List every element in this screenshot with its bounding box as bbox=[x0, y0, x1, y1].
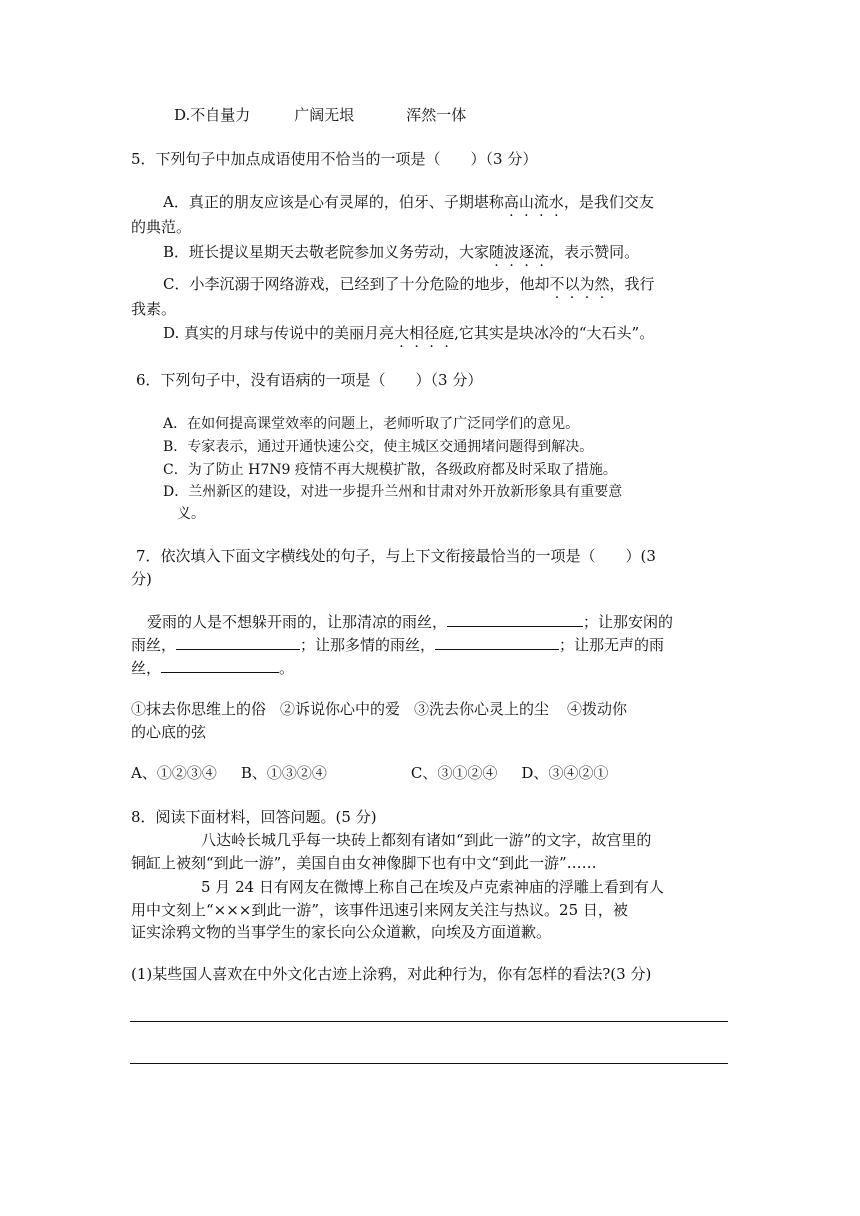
q5-option-c-cont: 我素。 bbox=[131, 300, 177, 318]
emphasis-char: 大 bbox=[394, 324, 410, 342]
q4-option-d-word1: D.不自量力 bbox=[174, 106, 251, 124]
q7-choice-3: ③洗去你心灵上的尘 bbox=[414, 700, 550, 718]
q7-choices-line2: 的心底的弦 bbox=[131, 723, 207, 741]
q7-choices-line1 bbox=[131, 698, 627, 720]
q5-d-text: D. 真实的月球与传说中的美丽月亮 bbox=[163, 324, 395, 342]
q5-option-d bbox=[163, 322, 654, 344]
emphasis-char: 以 bbox=[564, 275, 580, 293]
q5-c-text: C．小李沉溺于网络游戏，已经到了十分危险的地步，他却 bbox=[163, 275, 550, 293]
q5-b-text-end: ，表示赞同。 bbox=[549, 243, 640, 261]
q5-option-b bbox=[163, 241, 639, 263]
q7-choice-1: ①抹去你思维上的俗 bbox=[131, 700, 267, 718]
q7-passage-text5: ；让那无声的雨 bbox=[559, 636, 665, 654]
q6-option-d-cont: 义。 bbox=[177, 506, 205, 522]
q6-option-d: D．兰州新区的建设，对进一步提升兰州和甘肃对外开放新形象具有重要意 bbox=[163, 484, 623, 500]
emphasis-char: 逐 bbox=[519, 243, 535, 261]
q7-stem: 7．依次填入下面文字横线处的句子，与上下文衔接最恰当的一项是（ ）(3 bbox=[136, 547, 656, 565]
q5-stem: 5．下列句子中加点成语使用不恰当的一项是（ ）（3 分） bbox=[131, 150, 538, 168]
emphasis-char: 庭 bbox=[439, 324, 455, 342]
q6-option-c: C．为了防止 H7N9 疫情不再大规模扩散，各级政府都及时采取了措施。 bbox=[163, 462, 617, 478]
q7-blank-1[interactable] bbox=[447, 610, 583, 627]
q7-passage-line3 bbox=[131, 656, 294, 679]
emphasis-char: 高 bbox=[503, 193, 519, 211]
q4-option-d-word2: 广阔无垠 bbox=[294, 106, 355, 124]
q5-a-text-end: ，是我们交友 bbox=[563, 193, 654, 211]
q7-passage-text4: ；让那多情的雨丝， bbox=[300, 636, 436, 654]
q7-passage-text3: 雨丝， bbox=[131, 636, 177, 654]
q7-passage-line2 bbox=[131, 633, 664, 656]
emphasis-char: 流 bbox=[534, 243, 550, 261]
emphasis-char: 为 bbox=[579, 275, 595, 293]
q7-option-b: B、①③②④ bbox=[240, 764, 327, 782]
emphasis-char: 波 bbox=[504, 243, 520, 261]
q8-para1-line1: 八达岭长城几乎每一块砖上都刻有诸如“到此一游”的文字，故宫里的 bbox=[201, 831, 652, 849]
q7-passage-text7: 。 bbox=[279, 659, 295, 677]
q5-a-text: A．真正的朋友应该是心有灵犀的，伯牙、子期堪称 bbox=[163, 193, 504, 211]
q4-option-d-word3: 浑然一体 bbox=[406, 106, 467, 124]
q8-para2-line3: 证实涂鸦文物的当事学生的家长向公众道歉，向埃及方面道歉。 bbox=[131, 923, 552, 941]
emphasis-char: 流 bbox=[533, 193, 549, 211]
q7-passage-text2: ；让那安闲的 bbox=[583, 613, 674, 631]
q6-option-a: A．在如何提高课堂效率的问题上，老师听取了广泛同学们的意见。 bbox=[163, 416, 580, 432]
q7-blank-3[interactable] bbox=[435, 633, 559, 650]
q8-para2-line2: 用中文刻上“×××到此一游”，该事件迅速引来网友关注与热议。25 日，被 bbox=[131, 901, 628, 919]
q5-b-text: B．班长提议星期天去敬老院参加义务劳动，大家 bbox=[163, 243, 490, 261]
q7-passage-text1: 爱雨的人是不想躲开雨的，让那清凉的雨丝， bbox=[147, 613, 448, 631]
q8-stem: 8．阅读下面材料，回答问题。(5 分) bbox=[131, 808, 377, 826]
q7-option-c: C、③①②④ bbox=[410, 764, 498, 782]
q7-passage-line1 bbox=[147, 610, 673, 633]
answer-line-2[interactable] bbox=[130, 1063, 728, 1064]
q7-choice-2: ②诉说你心中的爱 bbox=[280, 700, 401, 718]
emphasis-char: 然 bbox=[594, 275, 610, 293]
q7-choice-4: ④拨动你 bbox=[567, 700, 628, 718]
q5-d-idiom bbox=[394, 324, 454, 342]
q5-option-a-cont: 的典范。 bbox=[131, 218, 192, 236]
q5-b-idiom bbox=[489, 243, 549, 261]
q6-stem: 6．下列句子中，没有语病的一项是（ ）（3 分） bbox=[136, 371, 483, 389]
q8-para1-line2: 铜缸上被刻“到此一游”，美国自由女神像脚下也有中文“到此一游”…… bbox=[131, 854, 597, 872]
q7-blank-4[interactable] bbox=[161, 656, 279, 673]
emphasis-char: 水 bbox=[548, 193, 564, 211]
q7-options bbox=[131, 762, 608, 784]
q8-para2-line1: 5 月 24 日有网友在微博上称自己在埃及卢克索神庙的浮雕上看到有人 bbox=[201, 878, 664, 896]
emphasis-char: 随 bbox=[489, 243, 505, 261]
answer-line-1[interactable] bbox=[130, 1021, 728, 1022]
q8-sub1: (1)某些国人喜欢在中外文化古迹上涂鸦，对此种行为，你有怎样的看法?(3 分) bbox=[131, 965, 652, 983]
q5-c-idiom bbox=[549, 275, 609, 293]
q5-d-text-end: ,它其实是块冰冷的“大石头”。 bbox=[454, 324, 655, 342]
emphasis-char: 径 bbox=[424, 324, 440, 342]
q5-a-idiom bbox=[504, 193, 564, 211]
emphasis-char: 不 bbox=[549, 275, 565, 293]
q7-option-a: A、①②③④ bbox=[131, 764, 217, 782]
emphasis-char: 山 bbox=[518, 193, 534, 211]
q7-blank-2[interactable] bbox=[176, 633, 300, 650]
q7-passage-text6: 丝， bbox=[131, 659, 162, 677]
q5-option-c bbox=[163, 273, 655, 295]
emphasis-char: 相 bbox=[409, 324, 425, 342]
q5-c-text-end: ，我行 bbox=[609, 275, 655, 293]
q5-option-a bbox=[163, 191, 654, 213]
q4-option-d bbox=[174, 104, 466, 126]
q7-option-d: D、③④②① bbox=[521, 764, 609, 782]
q7-stem-cont: 分) bbox=[131, 570, 152, 588]
q6-option-b: B．专家表示，通过开通快速公交，使主城区交通拥堵问题得到解决。 bbox=[163, 439, 594, 455]
